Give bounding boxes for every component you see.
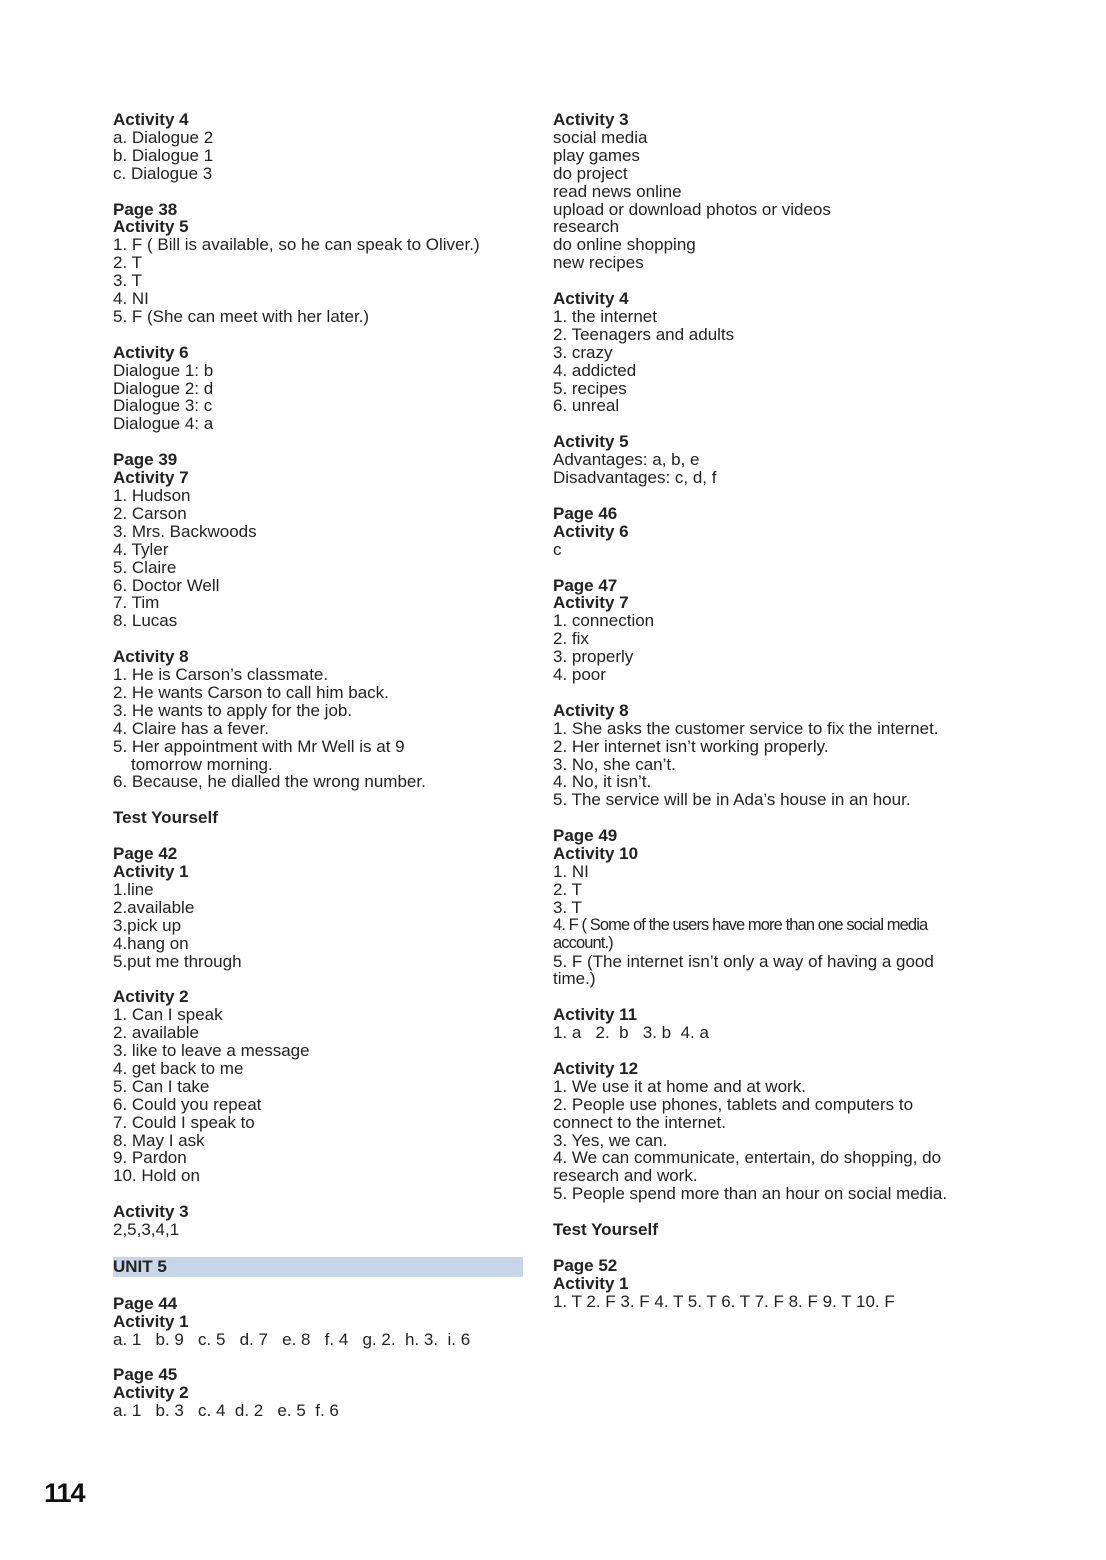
answer-line: 8. Lucas bbox=[113, 611, 178, 631]
heading: Activity 6 bbox=[553, 521, 629, 541]
answer-line: 4. We can communicate, entertain, do shopping, do bbox=[553, 1148, 942, 1168]
answer-line: 1. the internet bbox=[553, 306, 657, 326]
answer-line: 2.available bbox=[113, 897, 195, 917]
answer-line: 3. T bbox=[553, 897, 582, 917]
page-heading: Page 49 bbox=[553, 826, 618, 846]
answer-line: 3.pick up bbox=[113, 915, 182, 935]
page-heading: Page 52 bbox=[553, 1255, 618, 1275]
answer-line: a. 1 b. 3 c. 4 d. 2 e. 5 f. 6 bbox=[113, 1401, 339, 1421]
answer-line: c. Dialogue 3 bbox=[113, 163, 213, 183]
heading: Activity 1 bbox=[553, 1273, 629, 1293]
answer-line: 7. Could I speak to bbox=[113, 1112, 255, 1132]
answer-line: time.) bbox=[553, 969, 596, 989]
heading: Activity 6 bbox=[113, 342, 189, 362]
answer-line: new recipes bbox=[553, 253, 644, 273]
answer-line: 3. properly bbox=[553, 647, 634, 667]
answer-line: 1. He is Carson’s classmate. bbox=[113, 665, 329, 685]
test-yourself-heading: Test Yourself bbox=[113, 808, 218, 828]
heading: Activity 4 bbox=[113, 110, 189, 129]
answer-line: 3. Mrs. Backwoods bbox=[113, 521, 257, 541]
answer-line: 8. May I ask bbox=[113, 1130, 205, 1150]
heading: Activity 2 bbox=[113, 1383, 189, 1403]
test-yourself-heading: Test Yourself bbox=[553, 1220, 658, 1240]
answer-line: 1. Can I speak bbox=[113, 1005, 223, 1025]
answer-line: 5.put me through bbox=[113, 951, 242, 971]
answer-line: 1. a 2. b 3. b 4. a bbox=[553, 1023, 709, 1043]
answer-line: Disadvantages: c, d, f bbox=[553, 468, 717, 488]
answer-line: upload or download photos or videos bbox=[553, 199, 831, 219]
answer-line: 2. T bbox=[113, 253, 142, 273]
heading: Activity 3 bbox=[553, 110, 629, 129]
answer-line: 6. unreal bbox=[553, 396, 620, 416]
right-column bbox=[553, 111, 993, 1311]
answer-line: a. Dialogue 2 bbox=[113, 127, 214, 147]
heading: Activity 12 bbox=[553, 1058, 639, 1078]
answer-line: 5. Her appointment with Mr Well is at 9 bbox=[113, 736, 405, 756]
answer-line: 9. Pardon bbox=[113, 1148, 187, 1168]
answer-line: 7. Tim bbox=[113, 593, 160, 613]
answer-line: 4. poor bbox=[553, 665, 606, 685]
answer-line: 2,5,3,4,1 bbox=[113, 1220, 180, 1240]
heading: Activity 3 bbox=[113, 1202, 189, 1222]
answer-line: 3. crazy bbox=[553, 342, 613, 362]
answer-line: account.) bbox=[553, 933, 613, 952]
page-heading: Page 39 bbox=[113, 450, 178, 470]
answer-line: 4. No, it isn’t. bbox=[553, 772, 652, 792]
answer-line: 1. T 2. F 3. F 4. T 5. T 6. T 7. F 8. F 9. T 10. F bbox=[553, 1291, 895, 1311]
answer-line: research bbox=[553, 217, 620, 237]
answer-line: 2. fix bbox=[553, 629, 589, 649]
answer-line: 2. T bbox=[553, 879, 582, 899]
answer-line: 6. Could you repeat bbox=[113, 1094, 262, 1114]
answer-line: social media bbox=[553, 127, 648, 147]
answer-line: 5. recipes bbox=[553, 378, 627, 398]
heading: Activity 8 bbox=[113, 647, 189, 667]
answer-line: 5. People spend more than an hour on social media. bbox=[553, 1184, 948, 1204]
answer-line: 2. He wants Carson to call him back. bbox=[113, 682, 389, 702]
page-heading: Page 45 bbox=[113, 1365, 178, 1385]
answer-line: do online shopping bbox=[553, 235, 696, 255]
heading: Activity 4 bbox=[553, 289, 629, 309]
heading: Activity 7 bbox=[113, 468, 189, 488]
answer-line: 6. Because, he dialled the wrong number. bbox=[113, 772, 426, 792]
heading: Activity 1 bbox=[113, 861, 189, 881]
answer-line: 2. Teenagers and adults bbox=[553, 324, 735, 344]
left-column bbox=[113, 111, 523, 1420]
answer-line: 5. F (She can meet with her later.) bbox=[113, 306, 370, 326]
page-heading: Page 42 bbox=[113, 844, 178, 864]
answer-line: 5. The service will be in Ada’s house in an hour. bbox=[553, 790, 911, 810]
answer-line: Advantages: a, b, e bbox=[553, 450, 700, 470]
heading: Activity 10 bbox=[553, 844, 639, 864]
answer-line: 5. Can I take bbox=[113, 1076, 210, 1096]
heading: Activity 5 bbox=[113, 217, 189, 237]
answer-line: 1. We use it at home and at work. bbox=[553, 1076, 806, 1096]
page-heading: Page 44 bbox=[113, 1293, 178, 1313]
answer-line: 6. Doctor Well bbox=[113, 575, 220, 595]
heading: Activity 7 bbox=[553, 593, 629, 613]
answer-line: 1. NI bbox=[553, 861, 589, 881]
answer-line: 5. F (The internet isn’t only a way of having a good bbox=[553, 951, 934, 971]
answer-line: 4. get back to me bbox=[113, 1058, 244, 1078]
answer-line: 1. F ( Bill is available, so he can speak to Oliver.) bbox=[113, 235, 480, 255]
answer-line: 3. He wants to apply for the job. bbox=[113, 700, 353, 720]
answer-line: read news online bbox=[553, 181, 682, 201]
answer-line: 2. available bbox=[113, 1023, 200, 1043]
answer-line: Dialogue 1: b bbox=[113, 360, 214, 380]
answer-line: a. 1 b. 9 c. 5 d. 7 e. 8 f. 4 g. 2. h. 3. i. 6 bbox=[113, 1329, 471, 1349]
answer-line: 4. F ( Some of the users have more than one social media bbox=[553, 915, 928, 934]
answer-line: tomorrow morning. bbox=[131, 754, 273, 774]
heading: Activity 1 bbox=[113, 1311, 189, 1331]
answer-line: 4. Tyler bbox=[113, 539, 169, 559]
answer-line: 3. T bbox=[113, 271, 142, 291]
answer-line: Dialogue 2: d bbox=[113, 378, 214, 398]
heading: Activity 2 bbox=[113, 987, 189, 1007]
answer-line: 3. like to leave a message bbox=[113, 1041, 310, 1061]
answer-line: do project bbox=[553, 163, 628, 183]
answer-line: 1. She asks the customer service to fix the internet. bbox=[553, 718, 939, 738]
answer-line: 2. Carson bbox=[113, 503, 187, 523]
answer-line: 4. addicted bbox=[553, 360, 637, 380]
answer-line: connect to the internet. bbox=[553, 1112, 726, 1132]
answer-line: 2. Her internet isn’t working properly. bbox=[553, 736, 829, 756]
answer-line: 4. Claire has a fever. bbox=[113, 718, 269, 738]
answer-line: Dialogue 4: a bbox=[113, 414, 214, 434]
heading: Activity 11 bbox=[553, 1005, 638, 1025]
page-heading: Page 38 bbox=[113, 199, 178, 219]
answer-line: 5. Claire bbox=[113, 557, 177, 577]
answer-line: 4.hang on bbox=[113, 933, 189, 953]
answer-line: 3. No, she can’t. bbox=[553, 754, 676, 774]
page-number: 114 bbox=[44, 1478, 85, 1508]
answer-line: research and work. bbox=[553, 1166, 698, 1186]
answer-line: play games bbox=[553, 145, 640, 165]
answer-line: Dialogue 3: c bbox=[113, 396, 213, 416]
answer-line: 4. NI bbox=[113, 289, 149, 309]
answer-line: b. Dialogue 1 bbox=[113, 145, 214, 165]
answer-line: 1. Hudson bbox=[113, 485, 191, 505]
answer-line: 2. People use phones, tablets and computers to bbox=[553, 1094, 914, 1114]
answer-line: 10. Hold on bbox=[113, 1166, 200, 1186]
page-heading: Page 46 bbox=[553, 503, 618, 523]
page-heading: Page 47 bbox=[553, 575, 618, 595]
answer-line: 3. Yes, we can. bbox=[553, 1130, 668, 1150]
answer-line: c bbox=[553, 539, 562, 559]
heading: Activity 8 bbox=[553, 700, 629, 720]
unit-banner: UNIT 5 bbox=[113, 1257, 523, 1277]
heading: Activity 5 bbox=[553, 432, 629, 452]
answer-line: 1. connection bbox=[553, 611, 655, 631]
answer-line: 1.line bbox=[113, 879, 154, 899]
